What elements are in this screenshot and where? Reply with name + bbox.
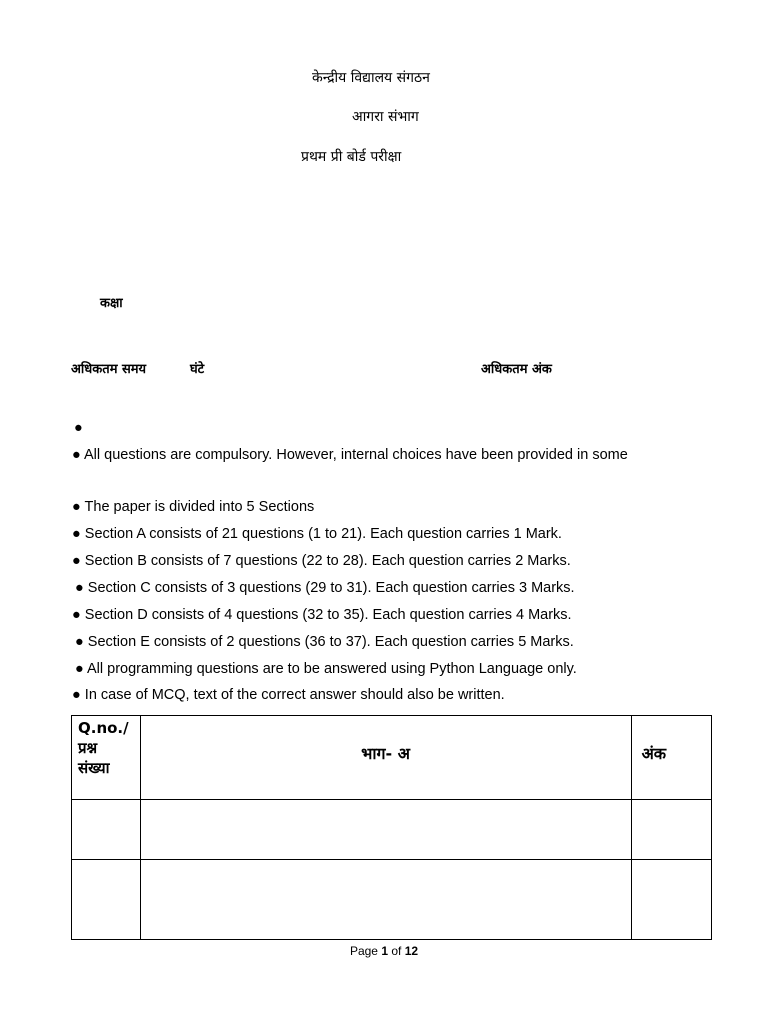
table-row [72, 860, 712, 940]
marks-cell [631, 860, 711, 940]
bullet-icon: ● [72, 526, 81, 542]
page-word: Page [349, 944, 378, 958]
qno-header-line: संख्या [78, 759, 110, 777]
instruction-item [72, 553, 571, 569]
page-footer [0, 944, 768, 958]
instruction-text: Section B consists of 7 questions (22 to 28). Each question carries 2 Marks. [84, 553, 571, 569]
instruction-item [72, 499, 314, 515]
marks-header: अंक [631, 716, 711, 800]
total-pages: 12 [404, 944, 419, 958]
region-title: आगरा संभाग [352, 109, 419, 125]
instruction-item [72, 526, 562, 542]
bullet-icon: ● [75, 580, 84, 596]
organization-title: केन्द्रीय विद्यालय संगठन [312, 70, 430, 86]
qno-header-line: Q.no./ [78, 719, 129, 737]
of-word: of [391, 944, 402, 958]
max-time-label: अधिकतम समय [71, 362, 147, 377]
instruction-item [75, 634, 574, 650]
instruction-text: Section A consists of 21 questions (1 to 21). Each question carries 1 Mark. [84, 526, 562, 542]
table-header-row [72, 716, 712, 800]
instruction-text: All questions are compulsory. However, internal choices have been provided in some [84, 447, 628, 463]
bullet-icon: ● [72, 553, 81, 569]
table-row [72, 800, 712, 860]
instruction-text: The paper is divided into 5 Sections [84, 499, 315, 515]
instruction-text: Section C consists of 3 questions (29 to 31). Each question carries 3 Marks. [87, 580, 575, 596]
qno-header [72, 716, 141, 800]
question-cell [140, 860, 631, 940]
qno-cell [72, 860, 141, 940]
bullet-icon: ● [72, 499, 81, 515]
max-marks-label: अधिकतम अंक [481, 362, 552, 377]
instruction-item [72, 607, 572, 623]
bullet-icon: ● [75, 634, 84, 650]
instruction-text: All programming questions are to be answered using Python Language only. [87, 661, 577, 677]
instruction-item [72, 687, 505, 703]
instruction-text: Section D consists of 4 questions (32 to 35). Each question carries 4 Marks. [84, 607, 572, 623]
time-unit: घंटे [190, 362, 205, 377]
question-cell [140, 800, 631, 860]
instruction-text: Section E consists of 2 questions (36 to 37). Each question carries 5 Marks. [87, 634, 574, 650]
exam-title: प्रथम प्री बोर्ड परीक्षा [301, 149, 402, 165]
bullet-icon: ● [72, 607, 81, 623]
instruction-item [75, 661, 577, 677]
question-table [71, 715, 712, 940]
qno-cell [72, 800, 141, 860]
bullet-icon: ● [72, 447, 81, 463]
marks-cell [631, 800, 711, 860]
empty-bullet: ● [74, 420, 83, 436]
bullet-icon: ● [75, 661, 84, 677]
current-page: 1 [381, 944, 388, 958]
class-label: कक्षा [100, 296, 123, 311]
section-header: भाग- अ [140, 716, 631, 800]
instruction-item [75, 580, 575, 596]
instruction-text: In case of MCQ, text of the correct answer should also be written. [84, 687, 505, 703]
qno-header-line: प्रश्न [78, 739, 98, 757]
instruction-item [72, 447, 628, 463]
bullet-icon: ● [72, 687, 81, 703]
